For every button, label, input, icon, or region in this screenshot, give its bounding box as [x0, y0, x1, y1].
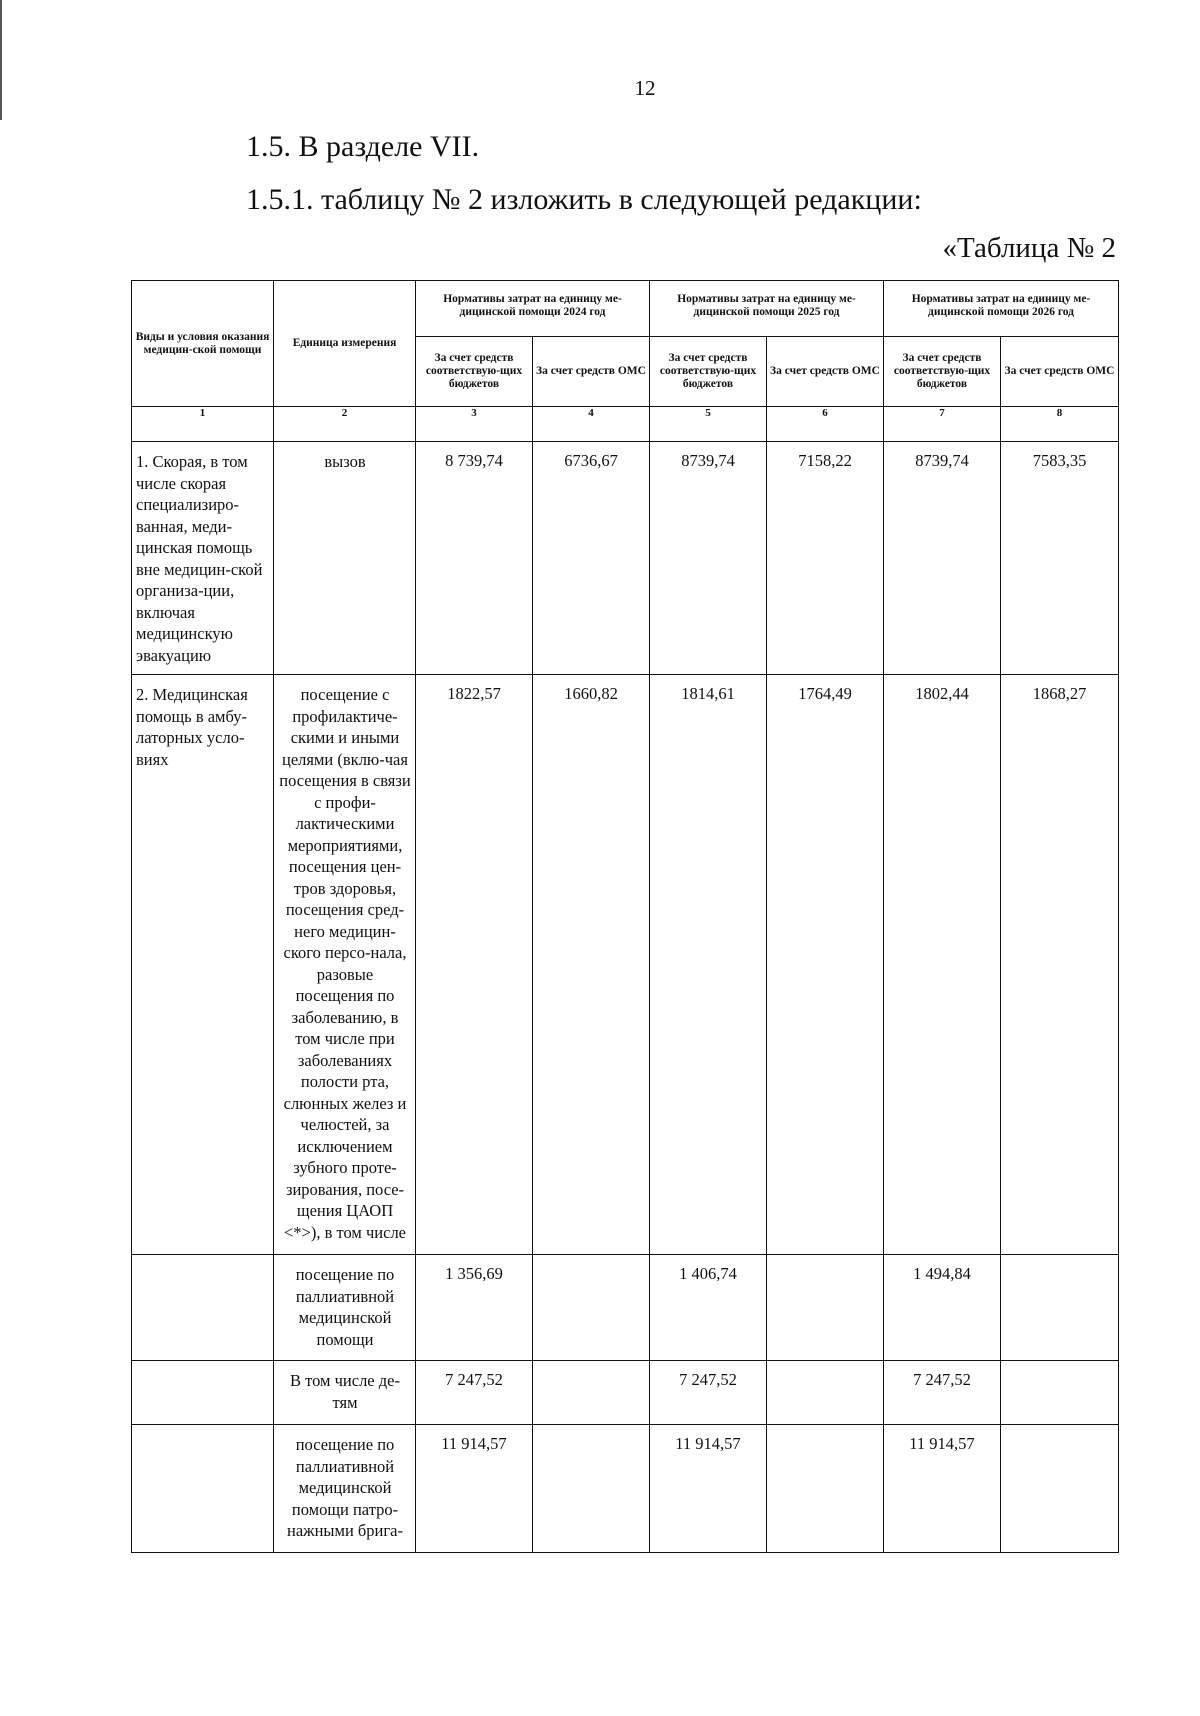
row-value: 11 914,57 — [884, 1425, 1001, 1553]
header-group-2026: Нормативы затрат на единицу ме-дицинской помощи 2026 год — [884, 281, 1119, 337]
subheader-oms-2026: За счет средств ОМС — [1001, 337, 1119, 407]
row-value: 1 406,74 — [650, 1255, 767, 1361]
table-row — [132, 1361, 1119, 1425]
header-unit: Единица измерения — [274, 281, 416, 407]
row-value: 1802,44 — [884, 675, 1001, 1255]
scan-edge-mark — [0, 0, 2, 120]
subheader-budget-2026: За счет средств соответствую-щих бюджетов — [884, 337, 1001, 407]
row-value — [533, 1255, 650, 1361]
row-value — [1001, 1361, 1119, 1425]
row-value: 1 494,84 — [884, 1255, 1001, 1361]
col-number: 7 — [884, 407, 1001, 442]
table-row — [132, 442, 1119, 675]
page-number: 12 — [634, 76, 656, 100]
row-value: 1660,82 — [533, 675, 650, 1255]
table-label: «Таблица № 2 — [942, 232, 1116, 264]
row-value: 8739,74 — [884, 442, 1001, 675]
row-unit: посещение по паллиативной медицинской помощи патро-нажными брига- — [274, 1425, 416, 1553]
row-type: 1. Скорая, в том числе скорая специализиро-ванная, меди-цинская помощь вне медицин-ской организа-ции, включая медицинскую эвакуацию — [132, 442, 274, 675]
col-number: 1 — [132, 407, 274, 442]
row-value: 1814,61 — [650, 675, 767, 1255]
col-number: 5 — [650, 407, 767, 442]
norms-table — [131, 280, 1119, 1553]
row-unit: посещение с профилактиче-скими и иными целями (вклю-чая посещения в связи с профи-лактическими мероприятиями, посещения цен-тров здоровья, посещения сред-него медицин-ского персо-нала, разовые посещения по заболеванию, в том числе при заболеваниях полости рта, слюнных желез и челюстей, за исключением зубного проте-зирования, посе-щения ЦАОП <*>), в том числе — [274, 675, 416, 1255]
row-value: 8 739,74 — [416, 442, 533, 675]
row-unit: В том числе де-тям — [274, 1361, 416, 1425]
header-group-2025: Нормативы затрат на единицу ме-дицинской помощи 2025 год — [650, 281, 884, 337]
row-value — [767, 1361, 884, 1425]
row-value: 6736,67 — [533, 442, 650, 675]
subheader-budget-2025: За счет средств соответствую-щих бюджетов — [650, 337, 767, 407]
col-number: 6 — [767, 407, 884, 442]
row-value: 1822,57 — [416, 675, 533, 1255]
col-number: 3 — [416, 407, 533, 442]
table-row — [132, 675, 1119, 1255]
row-unit: вызов — [274, 442, 416, 675]
row-value — [533, 1425, 650, 1553]
row-value: 1 356,69 — [416, 1255, 533, 1361]
row-value: 11 914,57 — [416, 1425, 533, 1553]
row-value: 11 914,57 — [650, 1425, 767, 1553]
section-heading: 1.5. В разделе VII. — [246, 130, 480, 163]
row-value — [1001, 1255, 1119, 1361]
subheader-oms-2024: За счет средств ОМС — [533, 337, 650, 407]
table-row — [132, 1255, 1119, 1361]
row-value: 7583,35 — [1001, 442, 1119, 675]
row-value: 1764,49 — [767, 675, 884, 1255]
row-value — [767, 1255, 884, 1361]
row-value: 1868,27 — [1001, 675, 1119, 1255]
col-number: 2 — [274, 407, 416, 442]
row-value: 7 247,52 — [650, 1361, 767, 1425]
table-header-row — [132, 281, 1119, 337]
row-value — [533, 1361, 650, 1425]
row-type: 2. Медицинская помощь в амбу-латорных усло-виях — [132, 675, 274, 1255]
subsection-heading: 1.5.1. таблицу № 2 изложить в следующей редакции: — [246, 183, 922, 216]
subheader-oms-2025: За счет средств ОМС — [767, 337, 884, 407]
row-value — [1001, 1425, 1119, 1553]
row-value: 7 247,52 — [416, 1361, 533, 1425]
row-value: 8739,74 — [650, 442, 767, 675]
row-type — [132, 1361, 274, 1425]
subheader-budget-2024: За счет средств соответствую-щих бюджетов — [416, 337, 533, 407]
row-value — [767, 1425, 884, 1553]
row-unit: посещение по паллиативной медицинской помощи — [274, 1255, 416, 1361]
row-value: 7158,22 — [767, 442, 884, 675]
col-number: 4 — [533, 407, 650, 442]
column-numbers-row — [132, 407, 1119, 442]
header-group-2024: Нормативы затрат на единицу ме-дицинской помощи 2024 год — [416, 281, 650, 337]
row-type — [132, 1425, 274, 1553]
header-type: Виды и условия оказания медицин-ской помощи — [132, 281, 274, 407]
row-type — [132, 1255, 274, 1361]
row-value: 7 247,52 — [884, 1361, 1001, 1425]
table-row — [132, 1425, 1119, 1553]
col-number: 8 — [1001, 407, 1119, 442]
